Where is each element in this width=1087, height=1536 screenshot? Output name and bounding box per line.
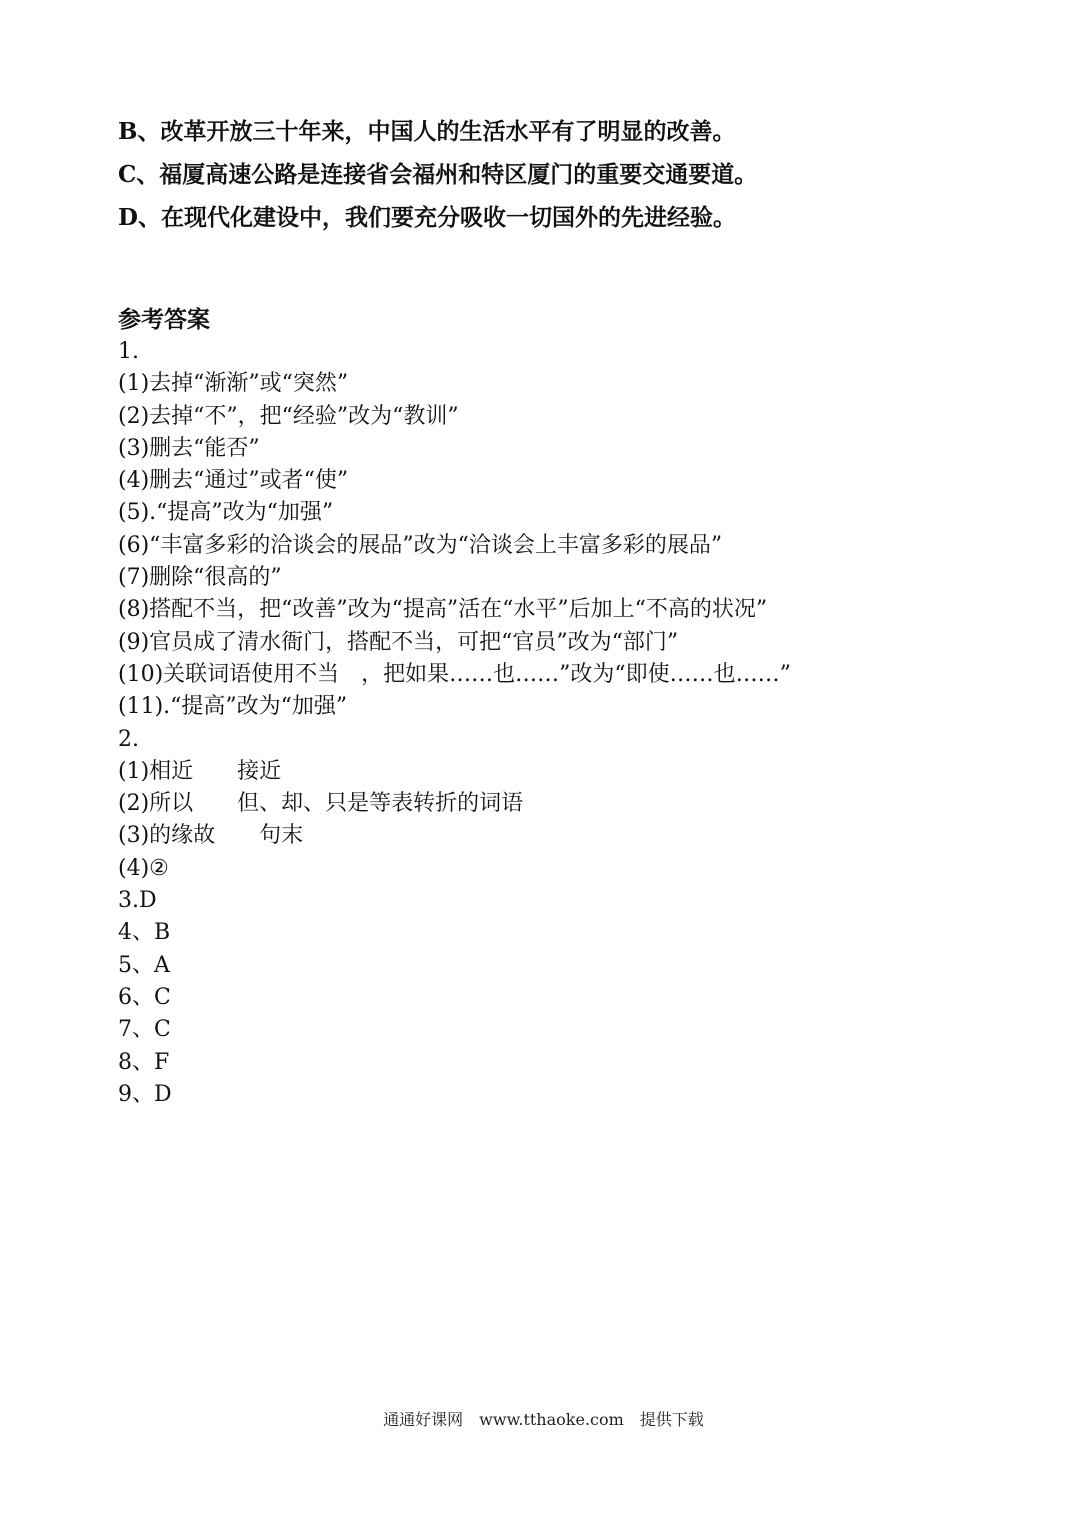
answer-line: 5、A bbox=[118, 952, 170, 978]
answer-section bbox=[118, 304, 1048, 1111]
answer-line: 4、B bbox=[118, 920, 171, 946]
option-c: C、福厦高速公路是连接省会福州和特区厦门的重要交通要道。 bbox=[118, 161, 758, 188]
answer-line: 2. bbox=[118, 726, 139, 752]
page-footer: 通通好课网 www.tthaoke.com 提供下载 bbox=[383, 1410, 704, 1429]
answer-line: 3.D bbox=[118, 888, 157, 914]
answer-line: (3)的缘故 句末 bbox=[118, 823, 304, 849]
option-b: B、改革开放三十年来，中国人的生活水平有了明显的改善。 bbox=[118, 118, 736, 145]
answer-line: (5).“提高”改为“加强” bbox=[118, 500, 334, 526]
answer-line: (2)所以 但、却、只是等表转折的词语 bbox=[118, 791, 524, 817]
answer-line: (1)去掉“渐渐”或“突然” bbox=[118, 371, 349, 397]
answer-line: 7、C bbox=[118, 1017, 171, 1043]
answer-line: 6、C bbox=[118, 984, 171, 1010]
option-d: D、在现代化建设中，我们要充分吸收一切国外的先进经验。 bbox=[118, 204, 736, 231]
question-options bbox=[118, 118, 1018, 247]
answer-line: 9、D bbox=[118, 1081, 172, 1107]
answer-line: (1)相近 接近 bbox=[118, 758, 282, 784]
answer-line: (7)删除“很高的” bbox=[118, 565, 282, 591]
answer-line: (11).“提高”改为“加强” bbox=[118, 694, 348, 720]
answer-section-title: 参考答案 bbox=[118, 306, 210, 333]
answer-line: (3)删去“能否” bbox=[118, 435, 260, 461]
answer-line: (2)去掉“不”，把“经验”改为“教训” bbox=[118, 403, 459, 429]
answer-line: (9)官员成了清水衙门，搭配不当，可把“官员”改为“部门” bbox=[118, 629, 679, 655]
answer-line: (4)删去“通过”或者“使” bbox=[118, 468, 349, 494]
answer-line: (8)搭配不当，把“改善”改为“提高”活在“水平”后加上“不高的状况” bbox=[118, 597, 768, 623]
answer-line: (4)② bbox=[118, 855, 169, 881]
answer-line: 8、F bbox=[118, 1049, 170, 1075]
answer-line: (6)“丰富多彩的洽谈会的展品”改为“洽谈会上丰富多彩的展品” bbox=[118, 532, 723, 558]
answer-line: (10)关联词语使用不当 ，把如果……也……”改为“即使……也……” bbox=[118, 661, 791, 687]
answer-line: 1. bbox=[118, 339, 139, 364]
